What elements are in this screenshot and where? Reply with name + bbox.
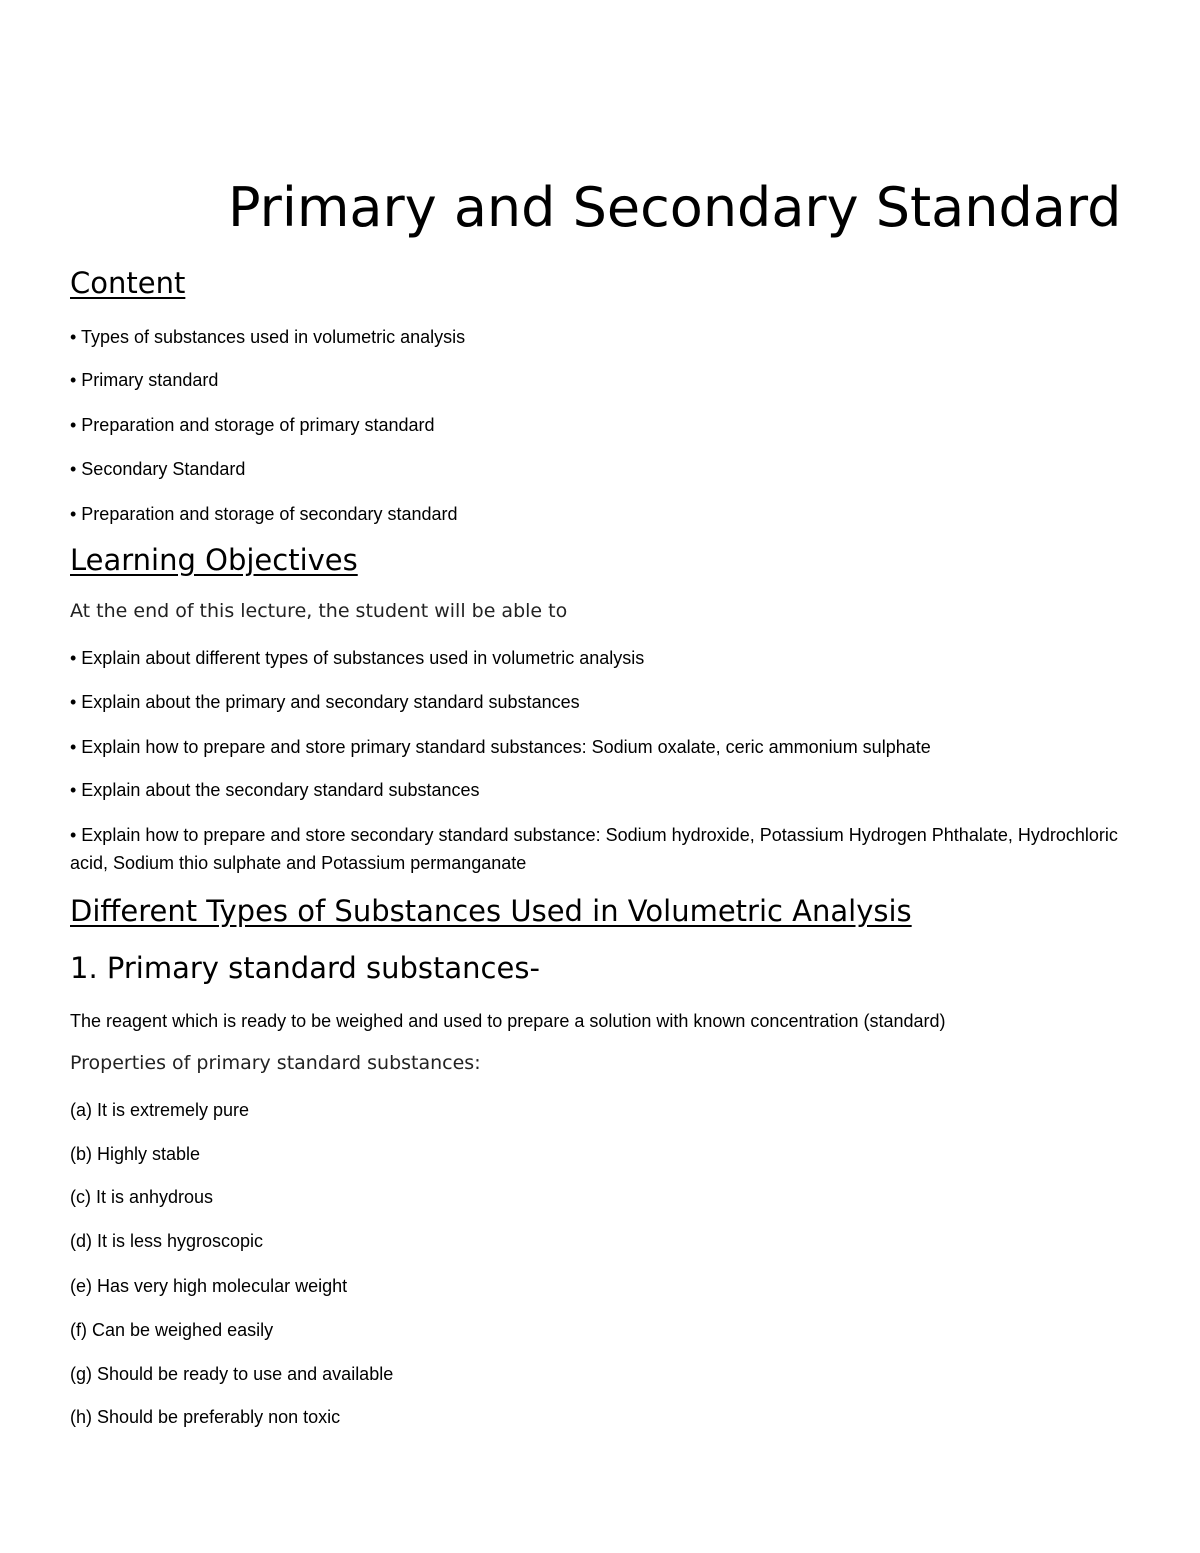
property-item: (g) Should be ready to use and available	[70, 1364, 394, 1384]
content-item: • Secondary Standard	[70, 459, 246, 479]
content-item: • Preparation and storage of primary standard	[70, 415, 435, 435]
objective-item: • Explain about different types of substances used in volumetric analysis	[70, 648, 645, 668]
property-item: (a) It is extremely pure	[70, 1100, 250, 1120]
property-item: (d) It is less hygroscopic	[70, 1231, 264, 1251]
content-heading: Content	[70, 266, 186, 300]
objective-item: • Explain about the primary and secondary standard substances	[70, 692, 580, 712]
property-item: (f) Can be weighed easily	[70, 1320, 274, 1340]
primary-standard-definition: The reagent which is ready to be weighed and used to prepare a solution with known concentration (standard)	[70, 1011, 946, 1031]
property-item: (h) Should be preferably non toxic	[70, 1407, 341, 1427]
content-item: • Primary standard	[70, 370, 219, 390]
objectives-intro: At the end of this lecture, the student will be able to	[70, 600, 568, 622]
objectives-heading: Learning Objectives	[70, 543, 358, 577]
objective-item: • Explain how to prepare and store secondary standard substance: Sodium hydroxide, Potassium Hydrogen Phthalate, Hydrochloric acid, Sodium thio sulphate and Potassium permanganate	[70, 825, 1118, 873]
page-title: Primary and Secondary Standard	[228, 176, 1122, 239]
content-item: • Types of substances used in volumetric analysis	[70, 327, 466, 347]
property-item: (e) Has very high molecular weight	[70, 1276, 348, 1296]
properties-heading: Properties of primary standard substances:	[70, 1052, 481, 1074]
objective-item: • Explain about the secondary standard substances	[70, 780, 480, 800]
objective-item: • Explain how to prepare and store primary standard substances: Sodium oxalate, ceric ammonium sulphate	[70, 737, 931, 757]
primary-standard-heading: 1. Primary standard substances-	[70, 951, 540, 985]
property-item: (b) Highly stable	[70, 1144, 201, 1164]
content-item: • Preparation and storage of secondary standard	[70, 504, 458, 524]
property-item: (c) It is anhydrous	[70, 1187, 214, 1207]
types-heading: Different Types of Substances Used in Volumetric Analysis	[70, 894, 912, 928]
